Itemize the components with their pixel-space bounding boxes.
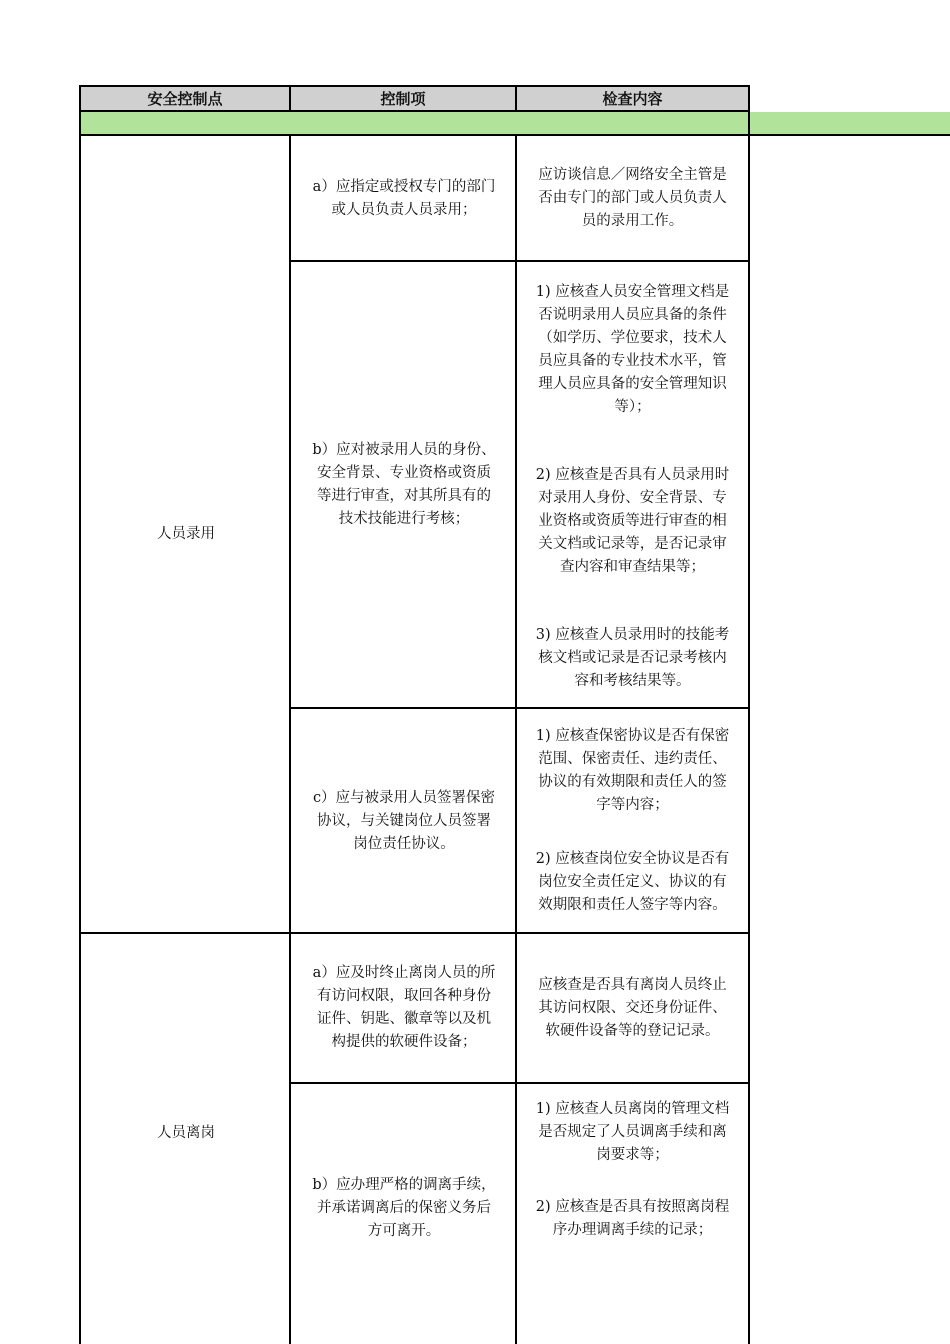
text-line: 查内容和审查结果等；: [560, 559, 705, 575]
header-check-content-label: 检查内容: [602, 90, 663, 108]
control-item-cell: [289, 136, 517, 262]
check-content-cell: [515, 1084, 750, 1344]
text-line: 证件、钥匙、徽章等以及机: [317, 1011, 491, 1027]
text-line: 等）；: [614, 399, 651, 415]
control-point-personnel-departure: 人员离岗: [157, 1125, 215, 1141]
text-line: 安全背景、专业资格或资质: [317, 465, 491, 481]
text-line: 效期限和责任人签字等内容。: [538, 897, 727, 913]
header-check-content: [515, 85, 750, 112]
text-line: 员的录用工作。: [581, 213, 684, 229]
text-line: 协议，与关键岗位人员签署: [317, 813, 491, 829]
text-line: 岗位责任协议。: [353, 836, 455, 852]
text-line: 构提供的软硬件设备；: [331, 1034, 477, 1050]
text-line: 2) 应核查是否具有按照离岗程: [535, 1199, 730, 1215]
text-line: 2) 应核查岗位安全协议是否有: [535, 851, 730, 867]
control-item-cell: [289, 709, 517, 934]
header-control-point-label: 安全控制点: [147, 90, 223, 108]
control-item-text: [293, 439, 515, 531]
text-line: 方可离开。: [367, 1223, 441, 1239]
text-line: 应访谈信息／网络安全主管是: [538, 167, 727, 183]
control-item-text: [293, 1174, 515, 1243]
control-item-text: [293, 176, 515, 222]
text-line: 技术技能进行考核；: [338, 511, 470, 527]
check-text: [518, 464, 747, 579]
check-content-cell: [515, 136, 750, 262]
text-line: 员应具备的专业技术水平，管: [538, 353, 727, 369]
control-point-cell: [79, 136, 291, 934]
control-item-text: [293, 962, 515, 1054]
text-line: 应核查是否具有离岗人员终止: [538, 977, 727, 993]
text-line: 1) 应核查人员安全管理文档是: [535, 284, 730, 300]
control-item-cell: [289, 1084, 517, 1344]
text-line: 或人员负责人员录用；: [331, 202, 477, 218]
text-line: 岗位安全责任定义、协议的有: [538, 874, 727, 890]
check-content-cell: [515, 709, 750, 934]
text-line: 其访问权限、交还身份证件、: [538, 1000, 727, 1016]
check-content-cell: [515, 262, 750, 709]
text-line: a）应及时终止离岗人员的所: [312, 965, 496, 981]
control-point-cell: [79, 934, 291, 1344]
control-item-text: [293, 787, 515, 856]
text-line: a）应指定或授权专门的部门: [312, 179, 496, 195]
text-line: 否说明录用人员应具备的条件: [538, 307, 727, 323]
text-line: 对录用人身份、安全背景、专: [538, 490, 727, 506]
check-text: [518, 974, 747, 1043]
text-line: 3) 应核查人员录用时的技能考: [535, 627, 730, 643]
band-right-divider: [748, 112, 750, 136]
text-line: 业资格或资质等进行审查的相: [538, 513, 727, 529]
text-line: 软硬件设备等的登记记录。: [545, 1023, 720, 1039]
text-line: 1) 应核查保密协议是否有保密: [535, 728, 730, 744]
text-line: 字等内容；: [596, 797, 669, 813]
check-text: [518, 164, 747, 233]
text-line: 有访问权限，取回各种身份: [317, 988, 491, 1004]
check-content-cell: [515, 934, 750, 1084]
text-line: 范围、保密责任、违约责任、: [538, 751, 727, 767]
text-line: b）应对被录用人员的身份、: [312, 442, 496, 458]
control-point-personnel-hiring: 人员录用: [157, 526, 215, 542]
category-band: [79, 112, 950, 136]
header-control-item-label: 控制项: [380, 90, 426, 108]
check-text: [518, 1098, 747, 1167]
text-line: 是否规定了人员调离手续和离: [538, 1124, 727, 1140]
check-text: [518, 848, 747, 917]
text-line: 岗要求等；: [596, 1147, 669, 1163]
check-text: [518, 725, 747, 817]
control-item-cell: [289, 262, 517, 709]
text-line: 关文档或记录等，是否记录审: [538, 536, 727, 552]
text-line: b）应办理严格的调离手续，: [312, 1177, 496, 1193]
check-text: [518, 281, 747, 419]
header-control-item: [289, 85, 517, 112]
text-line: 理人员应具备的安全管理知识: [538, 376, 727, 392]
text-line: 并承诺调离后的保密义务后: [317, 1200, 491, 1216]
text-line: 否由专门的部门或人员负责人: [538, 190, 727, 206]
check-text: [518, 624, 747, 693]
header-control-point: [79, 85, 291, 112]
text-line: c）应与被录用人员签署保密: [312, 790, 496, 806]
control-item-cell: [289, 934, 517, 1084]
text-line: 序办理调离手续的记录；: [552, 1222, 713, 1238]
text-line: （如学历、学位要求，技术人: [538, 330, 727, 346]
text-line: 容和考核结果等。: [574, 673, 691, 689]
text-line: 协议的有效期限和责任人的签: [538, 774, 727, 790]
text-line: 1) 应核查人员离岗的管理文档: [535, 1101, 730, 1117]
text-line: 核文档或记录是否记录考核内: [538, 650, 727, 666]
text-line: 等进行审查，对其所具有的: [317, 488, 491, 504]
check-text: [518, 1196, 747, 1242]
text-line: 2) 应核查是否具有人员录用时: [535, 467, 730, 483]
